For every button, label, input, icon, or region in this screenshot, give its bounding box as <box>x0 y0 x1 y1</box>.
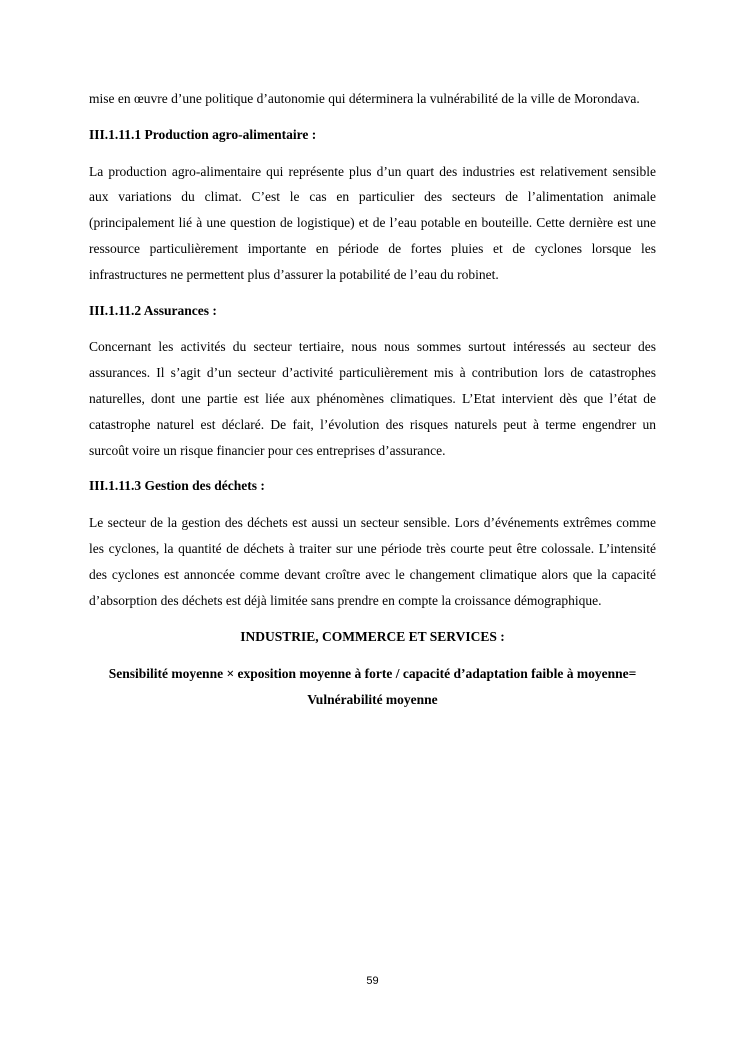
conclusion-title: INDUSTRIE, COMMERCE ET SERVICES : <box>240 629 505 645</box>
section-heading-assurances: III.1.11.2 Assurances : <box>89 302 217 318</box>
page-content <box>89 86 656 713</box>
section-paragraph-dechets: Le secteur de la gestion des déchets est aussi un secteur sensible. Lors d’événements extrêmes comme les cyclones, la quantité de déchets à traiter sur une période très courte peut être colossale. L’intensité des cyclones est annoncée comme devant croître avec le changement climatique alors que la capacité d’absorption des déchets est déjà limitée sans prendre en compte la croissance démographique. <box>89 515 656 608</box>
section-heading-dechets: III.1.11.3 Gestion des déchets : <box>89 478 265 494</box>
section-paragraph-agro: La production agro-alimentaire qui représente plus d’un quart des industries est relativement sensible aux variations du climat. C’est le cas en particulier des secteurs de l’alimentation animale (principalement lié à une question de logistique) et de l’eau potable en bouteille. Cette dernière est une ressource particulièrement importante en période de fortes pluies et de cyclones lorsque les infrastructures ne permettent plus d’assurer la potabilité de l’eau du robinet. <box>89 163 656 282</box>
conclusion-summary: Sensibilité moyenne × exposition moyenne à forte / capacité d’adaptation faible à moyenne= Vulnérabilité moyenne <box>108 666 637 707</box>
section-heading-agro: III.1.11.1 Production agro-alimentaire : <box>89 126 317 142</box>
section-paragraph-assurances: Concernant les activités du secteur tertiaire, nous nous sommes surtout intéressés au secteur des assurances. Il s’agit d’un secteur d’activité particulièrement mis à contribution lors de catastrophes naturelles, dont une partie est liée aux phénomènes climatiques. L’Etat intervient dès que l’état de catastrophe naturel est déclaré. De fait, l’évolution des risques naturels peut à terme engendrer un surcoût voire un risque financier pour ces entreprises d’assurance. <box>89 339 656 458</box>
intro-paragraph: mise en œuvre d’une politique d’autonomie qui déterminera la vulnérabilité de la ville de Morondava. <box>89 91 640 106</box>
page-number: 59 <box>366 975 379 987</box>
